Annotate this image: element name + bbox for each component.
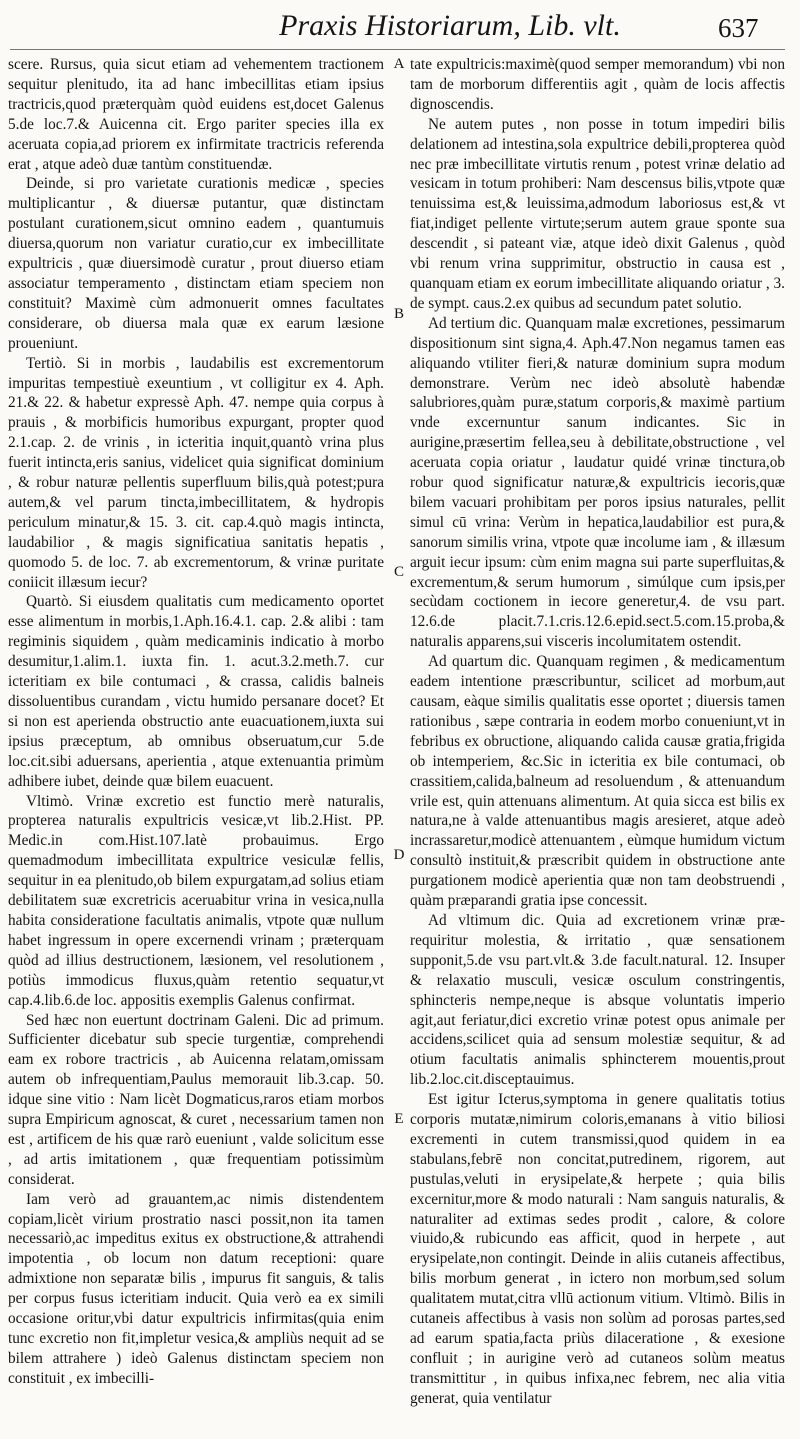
paragraph: Ad quartum dic. Quanquam regimen , & medicamentum eadem intentione præscribuntur, scilicet ad morbum,aut causam, eàque similis qualitatis esse oportet ; diuersis tamen rationibus , sæpe contraria in eodem morbo conueniunt,vt in febribus ex obructione, aliquando calida causæ gratia,frigida ob intemperiem, &c.Sic in icteritia ex bile contumaci, ob crassitiem,calida,balneum ad resoluendum , & attenuandum vrile est, quin attenuans alimentum. At quia sicca est bilis ex natura,ne à valde attenuantibus magis aresieret, atque adeò incrassaretur,modicè attenuantem , eùmque humidum victum consultò instituit,& præscribit quidem in obstructione ante purgationem modicè aperientia quæ non tam deobstruendi , quàm præparandi gratia ipse concessit. <box>410 653 785 910</box>
paragraph: Est igitur Icterus,symptoma in genere qualitatis totius corporis mutatæ,nimirum coloris,emanans à vitio biliosi excrementi in cutem transmissi,quod quidem in ea stabulans,febrē non concitat,putredinem, rigorem, aut pustulas,veluti in erysipelate,& herpete ; quia bilis excernitur,more & modo naturali : Nam sanguis naturalis, & naturaliter ad extimas sedes prodit , calore, & colore viuido,& rubicundo eas afficit, quod in herpete , aut erysipelate,non contingit. Deinde in aliis cutaneis affectibus, bilis morbum generat , in ictero non morbum,sed solum qualitatem mutat,citra vllū actionum vitium. Vltimò. Bilis in cutaneis affectibus à vasis non solùm ad porosas partes,sed ad earum spatia,facta priùs dilaceratione , & exesione confluit ; in aurigine verò ad cutaneos solùm meatus transmittitur , in quibus infixa,nec febrem, nec alia vitia generat, quia ventilatur <box>410 1091 785 1407</box>
margin-letter-a: A <box>393 56 405 72</box>
paragraph: Ad tertium dic. Quanquam malæ excretiones, pessimarum dispositionum sint signa,4. Aph.47.Non negamus tamen eas aliquando vtiliter fieri,& naturæ dominium supra modum demonstrare. Verùm nec ideò absolutè habendæ salubriores,quàm puræ,statum corporis,& maximè partium vnde excernuntur sanum indicantes. Sic in aurigine,præsertim fellea,seu à debilitate,obstructione , vel aceruata copia oriatur , laudatur quidé vrinæ tinctura,ob robur quod significatur naturæ,& expultricis iecoris,quæ bilem vacuari prohibitam per poros ipsius naturales, pellit simul cū vrina: Verùm in hepatica,laudabilior est pura,& sanorum similis vrina, vtpote quæ incolume iam , & illæsum arguit iecur ipsum: cùm enim magna sui parte superfluitas,& excrementum,& serum humorum , simúlque cum ipsis,per secùdam coctionem in iecore generetur,4. de vsu part. 12.6.de placit.7.1.cris.12.6.epid.sect.5.com.15.proba,& naturalis apparens,sui visceris incolumitatem ostendit. <box>410 314 785 651</box>
paragraph: Tertiò. Si in morbis , laudabilis est excrementorum impuritas tempestiuè exeuntium , vt colligitur ex 4. Aph. 21.& 22. & habetur expressè Aph. 47. nempe quia corpus à prauis , & morbificis humoribus expurgant, propter quod 2.1.cap. 2. de vrinis , in icteritia inquit,quantò vrina plus fuerit intincta,eris sanius, videlicet quia significat dominium , & robur naturæ pellentis superfluum bilis,quà potest;pura autem,& vel parum tincta,imbecillitatem, & hydropis periculum minatur,& 15. 3. cit. cap.4.quò magis intincta, laudabilior , & magis significatiua sanitatis hepatis , quomodo 5. de loc. 7. ab excrementorum, & vrinæ puritate coniicit illæsum iecur? <box>8 354 384 591</box>
paragraph: Deinde, si pro varietate curationis medicæ , species multiplicantur , & diuersæ putantur, quæ distinctam postulant curationem,sicut omnino eadem , quantumuis diuersa,quorum non variatur curatio,cur ex imbecillitate expultricis , quæ diuersimodè curatur , prout diuerso etiam associatur temperamento , distinctam etiam speciem non constituit? Maximè cùm admonuerit omnes facultates considerare, ob diuersa mala quæ ex earum læsione proueniunt. <box>8 175 384 352</box>
paragraph: Sed hæc non euertunt doctrinam Galeni. Dic ad primum. Sufficienter dicebatur sub specie turgentiæ, comprehendi eam ex robore tractricis , ab Auicenna relatam,omissam autem ob infrequentiam,Paulus memorauit lib.3.cap. 50. idque sine vitio : Nam licèt Dogmaticus,raros etiam morbos supra Empiricum agnoscat, & curet , necessarium tamen non est , artificem de his quæ rarò eueniunt , valde solicitum esse , ad artis imitationem , quæ frequentiam potissimùm considerat. <box>8 1011 384 1188</box>
paragraph: scere. Rursus, quia sicut etiam ad vehementem tractionem sequitur plenitudo, ita ad hanc imbecillitas etiam ipsius tractricis,quod præterquàm quòd euidens est,docet Galenus 5.de loc.7.& Auicenna cit. Ergo pariter species illa ex aceruata copia,ad priorem ex infirmitate tractricis referenda erat , atque adeò duæ tantùm constituendæ. <box>8 56 384 173</box>
paragraph: Ne autem putes , non posse in totum impediri bilis delationem ad intestina,sola expultrice debili,propterea quòd nec præ imbecillitate virtutis renum , potest vrinæ delatio ad vesicam in totum prohiberi: Nam descensus bilis,vtpote quæ tenuissima est,& leuissima,admodum laboriosus est,& vt fiat,indiget pellente virtute;serum autem graue sponte sua descendit , si pateant viæ, atque ideò dixit Galenus , quòd vbi renum vrina supprimitur, obstructio in causa est , quanquam etiam ex eorum imbecillitate aliquando oriatur , 3. de sympt. caus.2.ex quibus ad secundum patet solutio. <box>410 115 785 312</box>
left-column <box>8 55 384 1433</box>
margin-letter-d: D <box>393 847 405 863</box>
margin-letter-b: B <box>393 306 404 322</box>
paragraph: Quartò. Si eiusdem qualitatis cum medicamento oportet esse alimentum in morbis,1.Aph.16.4.1. cap. 2.& alibi : tam regiminis siquidem , quàm medicaminis indicatio à morbo desumitur,1.alim.1. iuxta fin. 1. acut.3.2.meth.7. cur icteritiam ex bile contumaci , & crassa, calidis balneis dissoluentibus curandam , victu humido persanare docet? Et si non est aperienda obstructio ante euacuationem,iuxta sui ipsius præceptum, ab omnibus obseruatum,cur 5.de loc.cit.sibi aduersans, aperientia , atque extenuantia primùm adhibere iubet, deinde quæ bilem euacuent. <box>8 593 384 790</box>
paragraph: tate expultricis:maximè(quod semper memorandum) vbi non tam de morborum differentiis agit , quàm de locis affectis dignoscendis. <box>410 56 785 113</box>
margin-letter-e: E <box>394 1111 404 1127</box>
page-number: 637 <box>718 13 759 43</box>
paragraph: Vltimò. Vrinæ excretio est functio merè naturalis, propterea naturalis expultricis vesicæ,vt lib.2.Hist. PP. Medic.in com.Hist.107.latè probauimus. Ergo quemadmodum imbecillitata expultrice vesiculæ fellis, sequitur in ea plenitudo,ob bilem expurgatam,ad solius etiam debilitatem suæ excretricis aceruabitur vrina in vesica,nulla habita consideratione facultatis animalis, vtpote quæ nullum habet ingressum in opere excernendi vrinam ; præterquam quòd ad illius destructionem, læsionem, vel resolutionem , potiùs immodicus fluxus,quàm retentio sequatur,vt cap.4.lib.6.de loc. appositis exemplis Galenus confirmat. <box>8 792 384 1009</box>
paragraph: Iam verò ad grauantem,ac nimis distendentem copiam,licèt virium prostratio nasci possit,non ita tamen necessariò,ac impeditus exitus ex obstructione,& attrahendi impotentia , ob locum non datum receptioni: quare admixtione non separatæ bilis , impurus fit sanguis, & talis per corpus fusus icteritiam inducit. Quia verò ea ex simili occasione oritur,vbi datur expultricis infirmitas(quia enim tunc excretio non fit,impletur vesica,& ampliùs nequit ad se bilem attrahere ) ideò Galenus distinctam speciem non constituit , ex imbecilli- <box>8 1190 384 1387</box>
paragraph: Ad vltimum dic. Quia ad excretionem vrinæ præ-requiritur molestia, & irritatio , quæ sensationem supponit,5.de vsu part.vlt.& 3.de facult.natural. 12. Insuper & relaxatio musculi, vesicæ osculum constringentis, sphincteris nempe,neque is absque voluntatis imperio agit,aut feriatur,dici excretio vrinæ potest opus animale per accidens,scilicet quia ad sensum molestiæ sequitur, & ad otium facultatis animalis sphincterem mouentis,prout lib.2.loc.cit.disceptauimus. <box>410 911 785 1089</box>
right-column <box>410 55 785 1433</box>
margin-letter-c: C <box>393 564 404 580</box>
running-title: Praxis Historiarum, Lib. vlt. <box>279 9 621 42</box>
header-rule <box>10 49 785 50</box>
